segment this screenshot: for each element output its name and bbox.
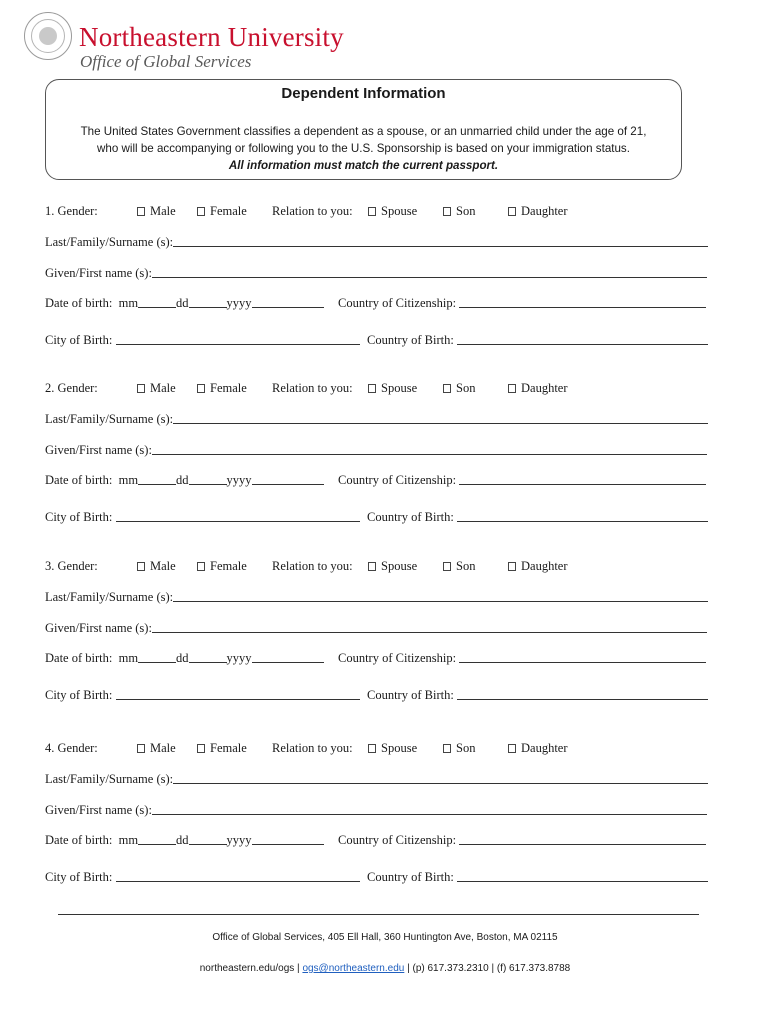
surname-row — [45, 411, 708, 427]
spouse-checkbox[interactable] — [368, 207, 376, 216]
citizenship-group — [338, 832, 706, 848]
surname-row — [45, 234, 708, 250]
dob-label: Date of birth: — [45, 296, 113, 310]
footer-divider — [58, 914, 699, 915]
citizenship-field[interactable] — [459, 473, 706, 485]
country-of-birth-field[interactable] — [457, 510, 708, 522]
dob-day-field[interactable] — [189, 833, 227, 845]
surname-field[interactable] — [173, 412, 708, 424]
male-checkbox[interactable] — [137, 562, 145, 571]
son-checkbox[interactable] — [443, 207, 451, 216]
female-checkbox[interactable] — [197, 744, 205, 753]
birthplace-row — [45, 687, 454, 703]
office-name: Office of Global Services — [80, 52, 252, 71]
female-option[interactable]: Female — [197, 203, 247, 219]
female-option[interactable]: Female — [197, 558, 247, 574]
dob-label: Date of birth: — [45, 833, 113, 847]
country-of-birth-label: Country of Birth: — [367, 870, 454, 884]
dob-year-field[interactable] — [252, 473, 324, 485]
citizenship-group — [338, 650, 706, 666]
seal-core — [39, 27, 57, 45]
given-name-row — [45, 265, 707, 281]
gender-label: 1. Gender: — [45, 204, 98, 218]
dob-label: Date of birth: — [45, 651, 113, 665]
spouse-checkbox[interactable] — [368, 384, 376, 393]
gender-label: 3. Gender: — [45, 559, 98, 573]
male-checkbox[interactable] — [137, 744, 145, 753]
surname-row — [45, 771, 708, 787]
city-of-birth-field[interactable] — [116, 688, 360, 700]
daughter-option[interactable]: Daughter — [508, 558, 568, 574]
footer-contact: northeastern.edu/ogs | ogs@northeastern.edu | (p) 617.373.2310 | (f) 617.373.8788 — [199, 963, 571, 974]
citizenship-field[interactable] — [459, 833, 706, 845]
female-checkbox[interactable] — [197, 207, 205, 216]
surname-label: Last/Family/Surname (s): — [45, 412, 174, 426]
footer-fax: (f) 617.373.8788 — [496, 963, 571, 974]
dob-day-field[interactable] — [189, 296, 227, 308]
male-checkbox[interactable] — [137, 207, 145, 216]
dob-label: Date of birth: — [45, 473, 113, 487]
surname-label: Last/Family/Surname (s): — [45, 590, 174, 604]
country-of-birth-group — [367, 332, 708, 348]
citizenship-label: Country of Citizenship: — [338, 473, 457, 487]
given-name-label: Given/First name (s): — [45, 443, 152, 457]
daughter-checkbox[interactable] — [508, 562, 516, 571]
given-name-label: Given/First name (s): — [45, 803, 152, 817]
dob-month-field[interactable] — [138, 651, 176, 663]
female-checkbox[interactable] — [197, 384, 205, 393]
birthplace-row — [45, 509, 454, 525]
city-of-birth-label: City of Birth: — [45, 688, 113, 702]
dob-row: Date of birth: mm dd yyyy Country of Citizenship: — [45, 650, 324, 666]
son-option[interactable]: Son — [443, 558, 475, 574]
dob-row: Date of birth: mm dd yyyy Country of Citizenship: — [45, 295, 324, 311]
spouse-option[interactable]: Spouse — [368, 380, 417, 396]
daughter-option[interactable]: Daughter — [508, 203, 568, 219]
country-of-birth-field[interactable] — [457, 870, 708, 882]
spouse-option[interactable]: Spouse — [368, 558, 417, 574]
dob-year-field[interactable] — [252, 833, 324, 845]
dob-month-field[interactable] — [138, 296, 176, 308]
gender-label: 4. Gender: — [45, 741, 98, 755]
dob-row: Date of birth: mm dd yyyy Country of Citizenship: — [45, 832, 324, 848]
citizenship-label: Country of Citizenship: — [338, 296, 457, 310]
relation-label: Relation to you: — [272, 381, 353, 395]
male-option[interactable]: Male — [137, 380, 176, 396]
spouse-checkbox[interactable] — [368, 562, 376, 571]
intro-line-1: The United States Government classifies a dependent as a spouse, or an unmarried child under the age of 21, — [80, 125, 647, 138]
spouse-checkbox[interactable] — [368, 744, 376, 753]
dob-year-field[interactable] — [252, 296, 324, 308]
son-checkbox[interactable] — [443, 744, 451, 753]
female-option[interactable]: Female — [197, 380, 247, 396]
footer-email-link[interactable]: ogs@northeastern.edu — [302, 963, 405, 974]
daughter-option[interactable]: Daughter — [508, 380, 568, 396]
female-checkbox[interactable] — [197, 562, 205, 571]
given-name-row — [45, 620, 707, 636]
given-name-field[interactable] — [152, 266, 707, 278]
son-option[interactable]: Son — [443, 740, 475, 756]
surname-label: Last/Family/Surname (s): — [45, 772, 174, 786]
country-of-birth-group — [367, 687, 708, 703]
surname-label: Last/Family/Surname (s): — [45, 235, 174, 249]
given-name-label: Given/First name (s): — [45, 266, 152, 280]
dob-month-field[interactable] — [138, 833, 176, 845]
university-name: Northeastern University — [79, 22, 344, 52]
birthplace-row — [45, 332, 454, 348]
intro-line-2: who will be accompanying or following you to the U.S. Sponsorship is based on your immigration status. — [97, 142, 630, 155]
country-of-birth-field[interactable] — [457, 333, 708, 345]
relation-label: Relation to you: — [272, 204, 353, 218]
country-of-birth-group — [367, 869, 708, 885]
footer-address: Office of Global Services, 405 Ell Hall, 360 Huntington Ave, Boston, MA 02115 — [212, 932, 558, 943]
city-of-birth-field[interactable] — [116, 870, 360, 882]
female-option[interactable]: Female — [197, 740, 247, 756]
spouse-option[interactable]: Spouse — [368, 740, 417, 756]
country-of-birth-label: Country of Birth: — [367, 510, 454, 524]
male-option[interactable]: Male — [137, 558, 176, 574]
country-of-birth-label: Country of Birth: — [367, 333, 454, 347]
given-name-label: Given/First name (s): — [45, 621, 152, 635]
given-name-row — [45, 802, 707, 818]
relation-label: Relation to you: — [272, 559, 353, 573]
citizenship-field[interactable] — [459, 651, 706, 663]
relation-label: Relation to you: — [272, 741, 353, 755]
city-of-birth-label: City of Birth: — [45, 870, 113, 884]
dob-month-field[interactable] — [138, 473, 176, 485]
dob-year-field[interactable] — [252, 651, 324, 663]
birthplace-row — [45, 869, 454, 885]
dob-row: Date of birth: mm dd yyyy Country of Citizenship: — [45, 472, 324, 488]
dob-day-field[interactable] — [189, 651, 227, 663]
male-option[interactable]: Male — [137, 740, 176, 756]
citizenship-label: Country of Citizenship: — [338, 651, 457, 665]
city-of-birth-field[interactable] — [116, 510, 360, 522]
son-option[interactable]: Son — [443, 203, 475, 219]
city-of-birth-field[interactable] — [116, 333, 360, 345]
intro-box — [45, 79, 682, 180]
given-name-field[interactable] — [152, 443, 707, 455]
son-checkbox[interactable] — [443, 562, 451, 571]
city-of-birth-label: City of Birth: — [45, 510, 113, 524]
citizenship-group — [338, 295, 706, 311]
country-of-birth-group — [367, 509, 708, 525]
footer-phone: (p) 617.373.2310 — [412, 963, 489, 974]
son-option[interactable]: Son — [443, 380, 475, 396]
daughter-option[interactable]: Daughter — [508, 740, 568, 756]
intro-line-3: All information must match the current passport. — [228, 159, 499, 172]
city-of-birth-label: City of Birth: — [45, 333, 113, 347]
spouse-option[interactable]: Spouse — [368, 203, 417, 219]
page-title: Dependent Information — [281, 85, 446, 102]
country-of-birth-field[interactable] — [457, 688, 708, 700]
son-checkbox[interactable] — [443, 384, 451, 393]
given-name-row — [45, 442, 707, 458]
daughter-checkbox[interactable] — [508, 744, 516, 753]
country-of-birth-label: Country of Birth: — [367, 688, 454, 702]
male-checkbox[interactable] — [137, 384, 145, 393]
daughter-checkbox[interactable] — [508, 207, 516, 216]
surname-field[interactable] — [173, 772, 708, 784]
daughter-checkbox[interactable] — [508, 384, 516, 393]
given-name-field[interactable] — [152, 803, 707, 815]
dob-day-field[interactable] — [189, 473, 227, 485]
surname-row — [45, 589, 708, 605]
university-seal-logo — [24, 12, 72, 60]
male-option[interactable]: Male — [137, 203, 176, 219]
surname-field[interactable] — [173, 590, 708, 602]
surname-field[interactable] — [173, 235, 708, 247]
citizenship-label: Country of Citizenship: — [338, 833, 457, 847]
footer-web-link[interactable]: northeastern.edu/ogs — [199, 963, 295, 974]
citizenship-field[interactable] — [459, 296, 706, 308]
gender-label: 2. Gender: — [45, 381, 98, 395]
citizenship-group — [338, 472, 706, 488]
given-name-field[interactable] — [152, 621, 707, 633]
